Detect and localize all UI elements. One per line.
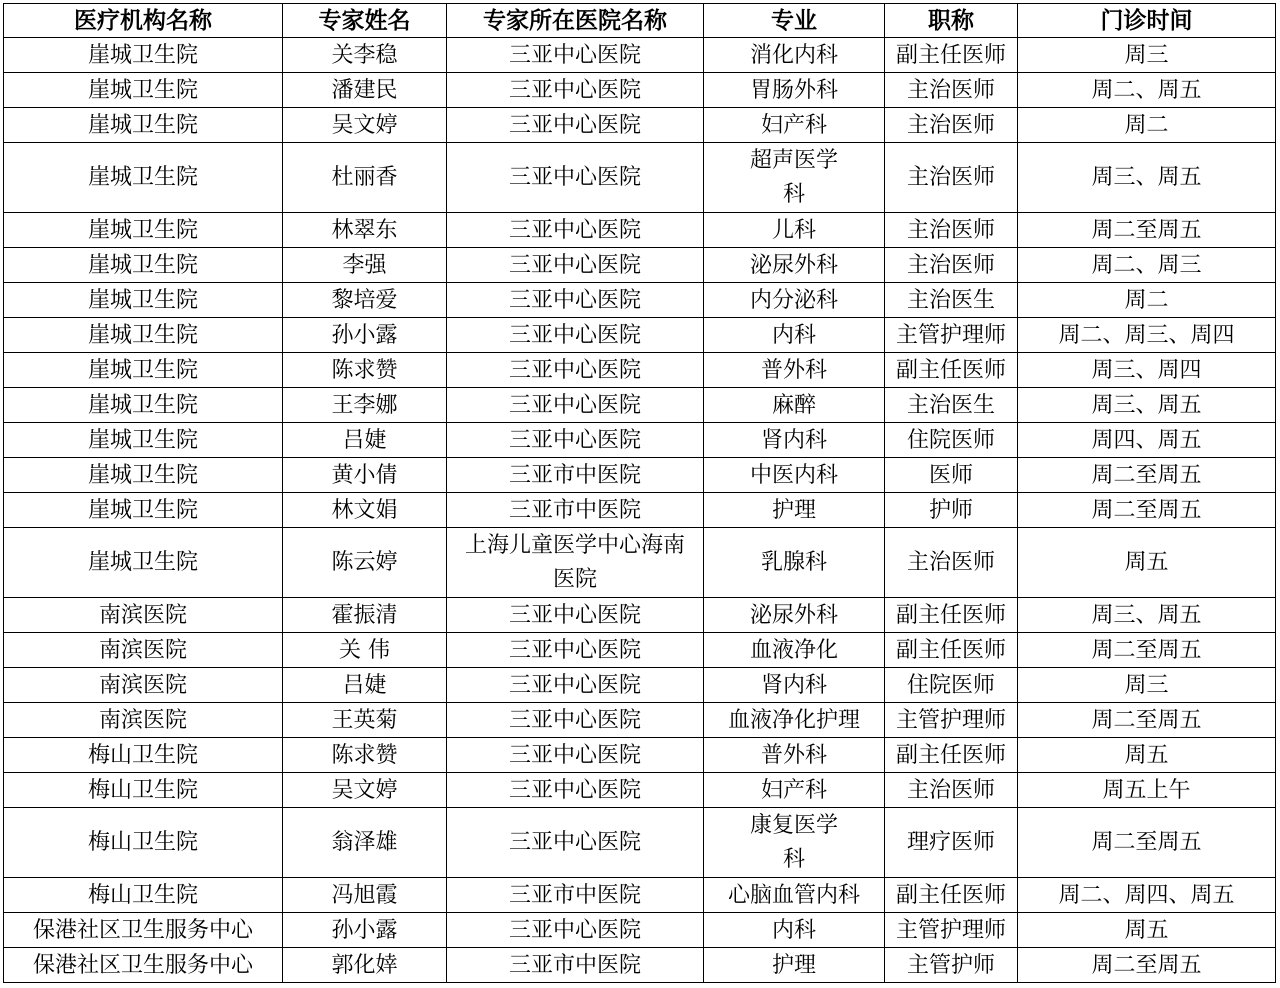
cell-expert-name: 杜丽香 bbox=[283, 143, 447, 213]
cell-expert-hospital bbox=[447, 528, 704, 598]
cell-specialty: 内科 bbox=[704, 913, 885, 948]
table-row bbox=[4, 38, 1276, 73]
cell-expert-hospital: 三亚市中医院 bbox=[447, 458, 704, 493]
cell-institution: 崖城卫生院 bbox=[4, 283, 283, 318]
cell-expert-hospital: 三亚中心医院 bbox=[447, 703, 704, 738]
cell-specialty: 儿科 bbox=[704, 213, 885, 248]
cell-expert-hospital: 三亚中心医院 bbox=[447, 143, 704, 213]
cell-clinic-time: 周三、周五 bbox=[1018, 388, 1276, 423]
cell-clinic-time: 周二至周五 bbox=[1018, 703, 1276, 738]
cell-clinic-time: 周五 bbox=[1018, 738, 1276, 773]
table-header-row bbox=[4, 4, 1276, 38]
cell-expert-name: 孙小露 bbox=[283, 913, 447, 948]
cell-title: 副主任医师 bbox=[885, 38, 1018, 73]
cell-specialty: 肾内科 bbox=[704, 668, 885, 703]
cell-expert-hospital-line: 上海儿童医学中心海南 bbox=[464, 532, 685, 558]
cell-expert-name: 关 伟 bbox=[283, 633, 447, 668]
cell-expert-hospital: 三亚中心医院 bbox=[447, 668, 704, 703]
cell-specialty: 血液净化 bbox=[704, 633, 885, 668]
cell-specialty: 消化内科 bbox=[704, 38, 885, 73]
cell-clinic-time: 周二至周五 bbox=[1018, 213, 1276, 248]
cell-title: 主治医师 bbox=[885, 143, 1018, 213]
cell-specialty: 心脑血管内科 bbox=[704, 878, 885, 913]
header-expert-hospital: 专家所在医院名称 bbox=[447, 4, 704, 38]
cell-institution: 梅山卫生院 bbox=[4, 878, 283, 913]
table-row bbox=[4, 318, 1276, 353]
cell-title: 主治医师 bbox=[885, 108, 1018, 143]
table-row bbox=[4, 143, 1276, 213]
cell-specialty: 胃肠外科 bbox=[704, 73, 885, 108]
cell-institution: 崖城卫生院 bbox=[4, 108, 283, 143]
cell-institution: 崖城卫生院 bbox=[4, 318, 283, 353]
table-row bbox=[4, 73, 1276, 108]
table-row bbox=[4, 493, 1276, 528]
cell-expert-name: 关李稳 bbox=[283, 38, 447, 73]
cell-title: 主管护师 bbox=[885, 948, 1018, 983]
table-row bbox=[4, 948, 1276, 983]
cell-institution: 崖城卫生院 bbox=[4, 493, 283, 528]
cell-title: 主治医师 bbox=[885, 73, 1018, 108]
header-title: 职称 bbox=[885, 4, 1018, 38]
cell-clinic-time: 周二、周四、周五 bbox=[1018, 878, 1276, 913]
cell-expert-hospital: 三亚中心医院 bbox=[447, 353, 704, 388]
cell-institution: 崖城卫生院 bbox=[4, 388, 283, 423]
table-row bbox=[4, 738, 1276, 773]
cell-title: 主治医师 bbox=[885, 773, 1018, 808]
cell-institution: 崖城卫生院 bbox=[4, 38, 283, 73]
header-specialty: 专业 bbox=[704, 4, 885, 38]
cell-institution: 保港社区卫生服务中心 bbox=[4, 913, 283, 948]
cell-expert-name: 黎培爱 bbox=[283, 283, 447, 318]
cell-expert-name: 李强 bbox=[283, 248, 447, 283]
cell-expert-name: 陈求赞 bbox=[283, 738, 447, 773]
cell-institution: 南滨医院 bbox=[4, 703, 283, 738]
cell-expert-name: 翁泽雄 bbox=[283, 808, 447, 878]
cell-expert-name: 吴文婷 bbox=[283, 773, 447, 808]
cell-title: 副主任医师 bbox=[885, 633, 1018, 668]
cell-title: 主治医师 bbox=[885, 528, 1018, 598]
cell-title: 住院医师 bbox=[885, 423, 1018, 458]
header-clinic-time: 门诊时间 bbox=[1018, 4, 1276, 38]
cell-title: 副主任医师 bbox=[885, 878, 1018, 913]
cell-expert-name: 冯旭霞 bbox=[283, 878, 447, 913]
document-page bbox=[3, 3, 1275, 986]
cell-expert-hospital: 三亚中心医院 bbox=[447, 913, 704, 948]
cell-specialty: 普外科 bbox=[704, 353, 885, 388]
cell-clinic-time: 周三、周五 bbox=[1018, 598, 1276, 633]
cell-clinic-time: 周二至周五 bbox=[1018, 633, 1276, 668]
cell-expert-hospital: 三亚中心医院 bbox=[447, 213, 704, 248]
cell-institution: 崖城卫生院 bbox=[4, 143, 283, 213]
cell-expert-hospital: 三亚中心医院 bbox=[447, 633, 704, 668]
cell-expert-hospital: 三亚市中医院 bbox=[447, 878, 704, 913]
table-row bbox=[4, 423, 1276, 458]
cell-expert-name: 陈求赞 bbox=[283, 353, 447, 388]
cell-clinic-time: 周二 bbox=[1018, 108, 1276, 143]
table-row bbox=[4, 773, 1276, 808]
cell-institution: 南滨医院 bbox=[4, 633, 283, 668]
cell-clinic-time: 周五上午 bbox=[1018, 773, 1276, 808]
cell-title: 副主任医师 bbox=[885, 353, 1018, 388]
cell-specialty: 妇产科 bbox=[704, 108, 885, 143]
cell-title: 护师 bbox=[885, 493, 1018, 528]
table-row bbox=[4, 283, 1276, 318]
cell-clinic-time: 周三 bbox=[1018, 38, 1276, 73]
cell-institution: 保港社区卫生服务中心 bbox=[4, 948, 283, 983]
table-row bbox=[4, 703, 1276, 738]
cell-specialty: 麻醉 bbox=[704, 388, 885, 423]
cell-title: 主管护理师 bbox=[885, 318, 1018, 353]
table-row bbox=[4, 213, 1276, 248]
cell-clinic-time: 周二至周五 bbox=[1018, 948, 1276, 983]
cell-specialty bbox=[704, 143, 885, 213]
header-expert-name: 专家姓名 bbox=[283, 4, 447, 38]
cell-expert-hospital: 三亚中心医院 bbox=[447, 283, 704, 318]
cell-expert-name: 孙小露 bbox=[283, 318, 447, 353]
cell-clinic-time: 周二、周三、周四 bbox=[1018, 318, 1276, 353]
cell-specialty-line: 科 bbox=[782, 846, 805, 872]
cell-expert-hospital: 三亚中心医院 bbox=[447, 108, 704, 143]
cell-expert-name: 吴文婷 bbox=[283, 108, 447, 143]
cell-institution: 崖城卫生院 bbox=[4, 248, 283, 283]
table-row bbox=[4, 528, 1276, 598]
cell-title: 住院医师 bbox=[885, 668, 1018, 703]
cell-clinic-time: 周二、周五 bbox=[1018, 73, 1276, 108]
cell-expert-name: 霍振清 bbox=[283, 598, 447, 633]
cell-expert-hospital: 三亚中心医院 bbox=[447, 73, 704, 108]
cell-expert-hospital: 三亚中心医院 bbox=[447, 808, 704, 878]
cell-title: 副主任医师 bbox=[885, 738, 1018, 773]
cell-title: 主治医生 bbox=[885, 283, 1018, 318]
cell-institution: 崖城卫生院 bbox=[4, 73, 283, 108]
cell-clinic-time: 周五 bbox=[1018, 913, 1276, 948]
cell-expert-hospital: 三亚中心医院 bbox=[447, 423, 704, 458]
table-row bbox=[4, 633, 1276, 668]
cell-institution: 南滨医院 bbox=[4, 598, 283, 633]
cell-specialty: 血液净化护理 bbox=[704, 703, 885, 738]
cell-expert-name: 黄小倩 bbox=[283, 458, 447, 493]
cell-specialty-line: 超声医学 bbox=[749, 147, 838, 173]
cell-expert-name: 吕婕 bbox=[283, 668, 447, 703]
cell-specialty: 乳腺科 bbox=[704, 528, 885, 598]
cell-specialty bbox=[704, 808, 885, 878]
cell-expert-hospital: 三亚中心医院 bbox=[447, 738, 704, 773]
cell-clinic-time: 周二、周三 bbox=[1018, 248, 1276, 283]
table-row bbox=[4, 878, 1276, 913]
cell-specialty: 内科 bbox=[704, 318, 885, 353]
table-row bbox=[4, 108, 1276, 143]
cell-expert-name: 王英菊 bbox=[283, 703, 447, 738]
cell-expert-hospital: 三亚中心医院 bbox=[447, 248, 704, 283]
cell-expert-name: 林翠东 bbox=[283, 213, 447, 248]
cell-specialty: 普外科 bbox=[704, 738, 885, 773]
cell-clinic-time: 周二至周五 bbox=[1018, 808, 1276, 878]
cell-title: 主治医师 bbox=[885, 213, 1018, 248]
cell-expert-hospital: 三亚中心医院 bbox=[447, 318, 704, 353]
cell-expert-hospital: 三亚中心医院 bbox=[447, 773, 704, 808]
cell-clinic-time: 周三 bbox=[1018, 668, 1276, 703]
table-row bbox=[4, 668, 1276, 703]
cell-specialty: 中医内科 bbox=[704, 458, 885, 493]
cell-title: 主管护理师 bbox=[885, 913, 1018, 948]
cell-specialty: 护理 bbox=[704, 948, 885, 983]
cell-title: 理疗医师 bbox=[885, 808, 1018, 878]
cell-institution: 南滨医院 bbox=[4, 668, 283, 703]
header-institution: 医疗机构名称 bbox=[4, 4, 283, 38]
cell-expert-name: 潘建民 bbox=[283, 73, 447, 108]
cell-title: 主管护理师 bbox=[885, 703, 1018, 738]
cell-expert-name: 王李娜 bbox=[283, 388, 447, 423]
cell-title: 副主任医师 bbox=[885, 598, 1018, 633]
table-row bbox=[4, 913, 1276, 948]
cell-specialty: 妇产科 bbox=[704, 773, 885, 808]
cell-clinic-time: 周四、周五 bbox=[1018, 423, 1276, 458]
cell-expert-hospital: 三亚市中医院 bbox=[447, 493, 704, 528]
cell-specialty-line: 科 bbox=[782, 181, 805, 207]
cell-specialty-line: 康复医学 bbox=[749, 812, 838, 838]
clinic-schedule-table bbox=[3, 3, 1276, 983]
cell-specialty: 护理 bbox=[704, 493, 885, 528]
cell-institution: 崖城卫生院 bbox=[4, 458, 283, 493]
table-row bbox=[4, 388, 1276, 423]
table-row bbox=[4, 353, 1276, 388]
cell-institution: 崖城卫生院 bbox=[4, 528, 283, 598]
cell-expert-name: 陈云婷 bbox=[283, 528, 447, 598]
table-row bbox=[4, 598, 1276, 633]
cell-clinic-time: 周二至周五 bbox=[1018, 458, 1276, 493]
cell-clinic-time: 周二 bbox=[1018, 283, 1276, 318]
cell-institution: 梅山卫生院 bbox=[4, 738, 283, 773]
cell-expert-hospital: 三亚市中医院 bbox=[447, 948, 704, 983]
cell-expert-hospital: 三亚中心医院 bbox=[447, 38, 704, 73]
cell-institution: 梅山卫生院 bbox=[4, 808, 283, 878]
cell-expert-hospital-line: 医院 bbox=[552, 566, 597, 592]
cell-specialty: 内分泌科 bbox=[704, 283, 885, 318]
cell-expert-hospital: 三亚中心医院 bbox=[447, 598, 704, 633]
cell-specialty: 肾内科 bbox=[704, 423, 885, 458]
cell-clinic-time: 周二至周五 bbox=[1018, 493, 1276, 528]
cell-expert-name: 林文娟 bbox=[283, 493, 447, 528]
cell-institution: 崖城卫生院 bbox=[4, 353, 283, 388]
cell-institution: 梅山卫生院 bbox=[4, 773, 283, 808]
table-row bbox=[4, 248, 1276, 283]
table-body bbox=[4, 38, 1276, 983]
cell-expert-hospital: 三亚中心医院 bbox=[447, 388, 704, 423]
cell-specialty: 泌尿外科 bbox=[704, 598, 885, 633]
cell-expert-name: 吕婕 bbox=[283, 423, 447, 458]
cell-institution: 崖城卫生院 bbox=[4, 213, 283, 248]
table-row bbox=[4, 808, 1276, 878]
cell-title: 医师 bbox=[885, 458, 1018, 493]
cell-title: 主治医生 bbox=[885, 388, 1018, 423]
cell-clinic-time: 周三、周五 bbox=[1018, 143, 1276, 213]
cell-expert-name: 郭化婞 bbox=[283, 948, 447, 983]
cell-clinic-time: 周五 bbox=[1018, 528, 1276, 598]
cell-clinic-time: 周三、周四 bbox=[1018, 353, 1276, 388]
cell-title: 主治医师 bbox=[885, 248, 1018, 283]
cell-specialty: 泌尿外科 bbox=[704, 248, 885, 283]
cell-institution: 崖城卫生院 bbox=[4, 423, 283, 458]
table-row bbox=[4, 458, 1276, 493]
